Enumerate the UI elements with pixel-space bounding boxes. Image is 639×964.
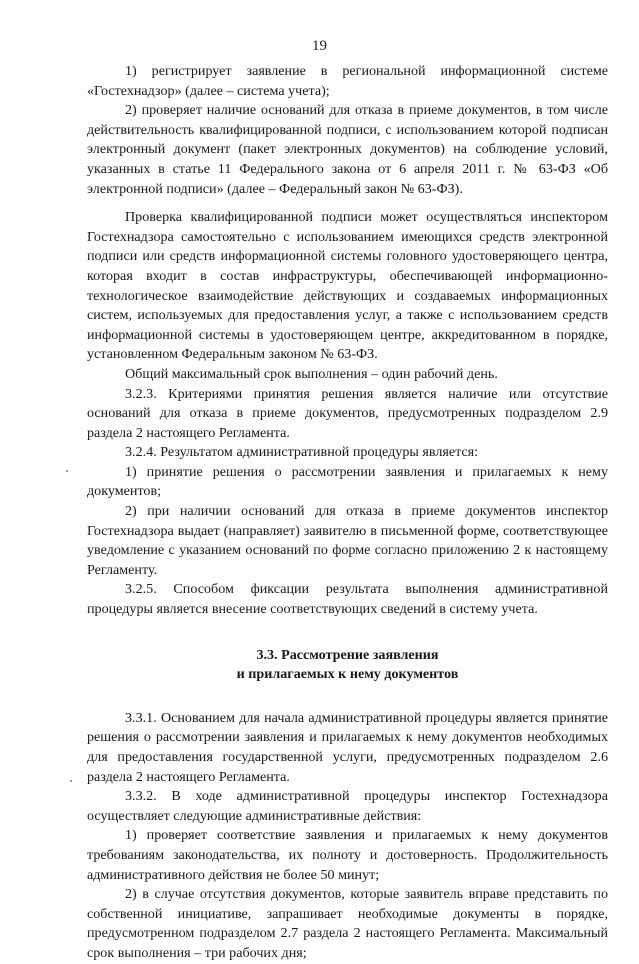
paragraph: 1) регистрирует заявление в региональной информационной системе «Гостехнадзор» (далее – система учета); [87, 63, 608, 99]
paragraph: Общий максимальный срок выполнения – один рабочий день. [125, 365, 498, 382]
paragraph: 3.2.4. Результатом административной процедуры является: [125, 444, 479, 461]
paragraph: 3.3.2. В ходе административной процедуры инспектор Гостехнадзора осуществляет следующие административные действия: [87, 788, 608, 824]
paragraph: 3.3.1. Основанием для начала административной процедуры является принятие решения о рассмотрении заявления и прилагаемых к нему документов необходимых для предоставления государственной услуги, предусмотренных подразделом 2.6 раздела 2 настоящего Регламента. [87, 709, 608, 785]
paragraph: 2) при наличии оснований для отказа в приеме документов инспектор Гостехнадзора выдает (направляет) заявителю в письменной форме, соответствующее уведомление с указанием оснований по форме согласно приложению 2 к настоящему Регламенту. [87, 503, 608, 578]
section-heading-line: 3.3. Рассмотрение заявления [256, 646, 439, 663]
paragraph: 1) проверяет соответствие заявления и прилагаемых к нему документов требованиям законодательства, их полноту и достоверность. Продолжительность административного действия не более 50 минут; [87, 827, 608, 883]
paragraph: 3.2.3. Критериями принятия решения является наличие или отсутствие оснований для отказа в приеме документов, предусмотренных подразделом 2.9 раздела 2 настоящего Регламента. [87, 385, 608, 441]
scan-speck [66, 470, 68, 472]
paragraph: 2) проверяет наличие оснований для отказа в приеме документов, в том числе действительность квалифицированной подписи, с использованием которой подписан электронный документ (пакет электронных документов) на соблюдение условий, указанных в статье 11 Федерального закона от 6 апреля 2011 г. № 63-ФЗ «Об электронной подписи» (далее – Федеральный закон № 63-ФЗ). [87, 102, 608, 197]
section-heading-line: и прилагаемых к нему документов [236, 666, 459, 683]
paragraph: Проверка квалифицированной подписи может осуществляться инспектором Гостехнадзора самостоятельно с использованием имеющихся средств электронной подписи или средств информационной системы головного удостоверяющего центра, которая входит в состав инфраструктуры, обеспечивающей информационно-технологическое взаимодействие действующих и создаваемых информационных систем, используемых для предоставления услуг, а также с использованием средств информационной системы в удостоверяющем центре, аккредитованном в порядке, установленном Федеральным законом № 63-ФЗ. [87, 209, 608, 363]
section-heading [87, 646, 608, 685]
paragraph: 2) в случае отсутствия документов, которые заявитель вправе представить по собственной инициативе, запрашивает необходимые документы в порядке, предусмотренном подразделом 2.7 раздела 2 настоящего Регламента. Максимальный срок выполнения – три рабочих дня; [87, 886, 608, 961]
paragraph: 3.2.5. Способом фиксации результата выполнения административной процедуры является внесение соответствующих сведений в систему учета. [87, 581, 608, 618]
scan-speck [70, 780, 72, 782]
page-number: 19 [312, 38, 327, 54]
paragraph: 1) принятие решения о рассмотрении заявления и прилагаемых к нему документов; [87, 463, 608, 500]
document-body [87, 62, 608, 964]
